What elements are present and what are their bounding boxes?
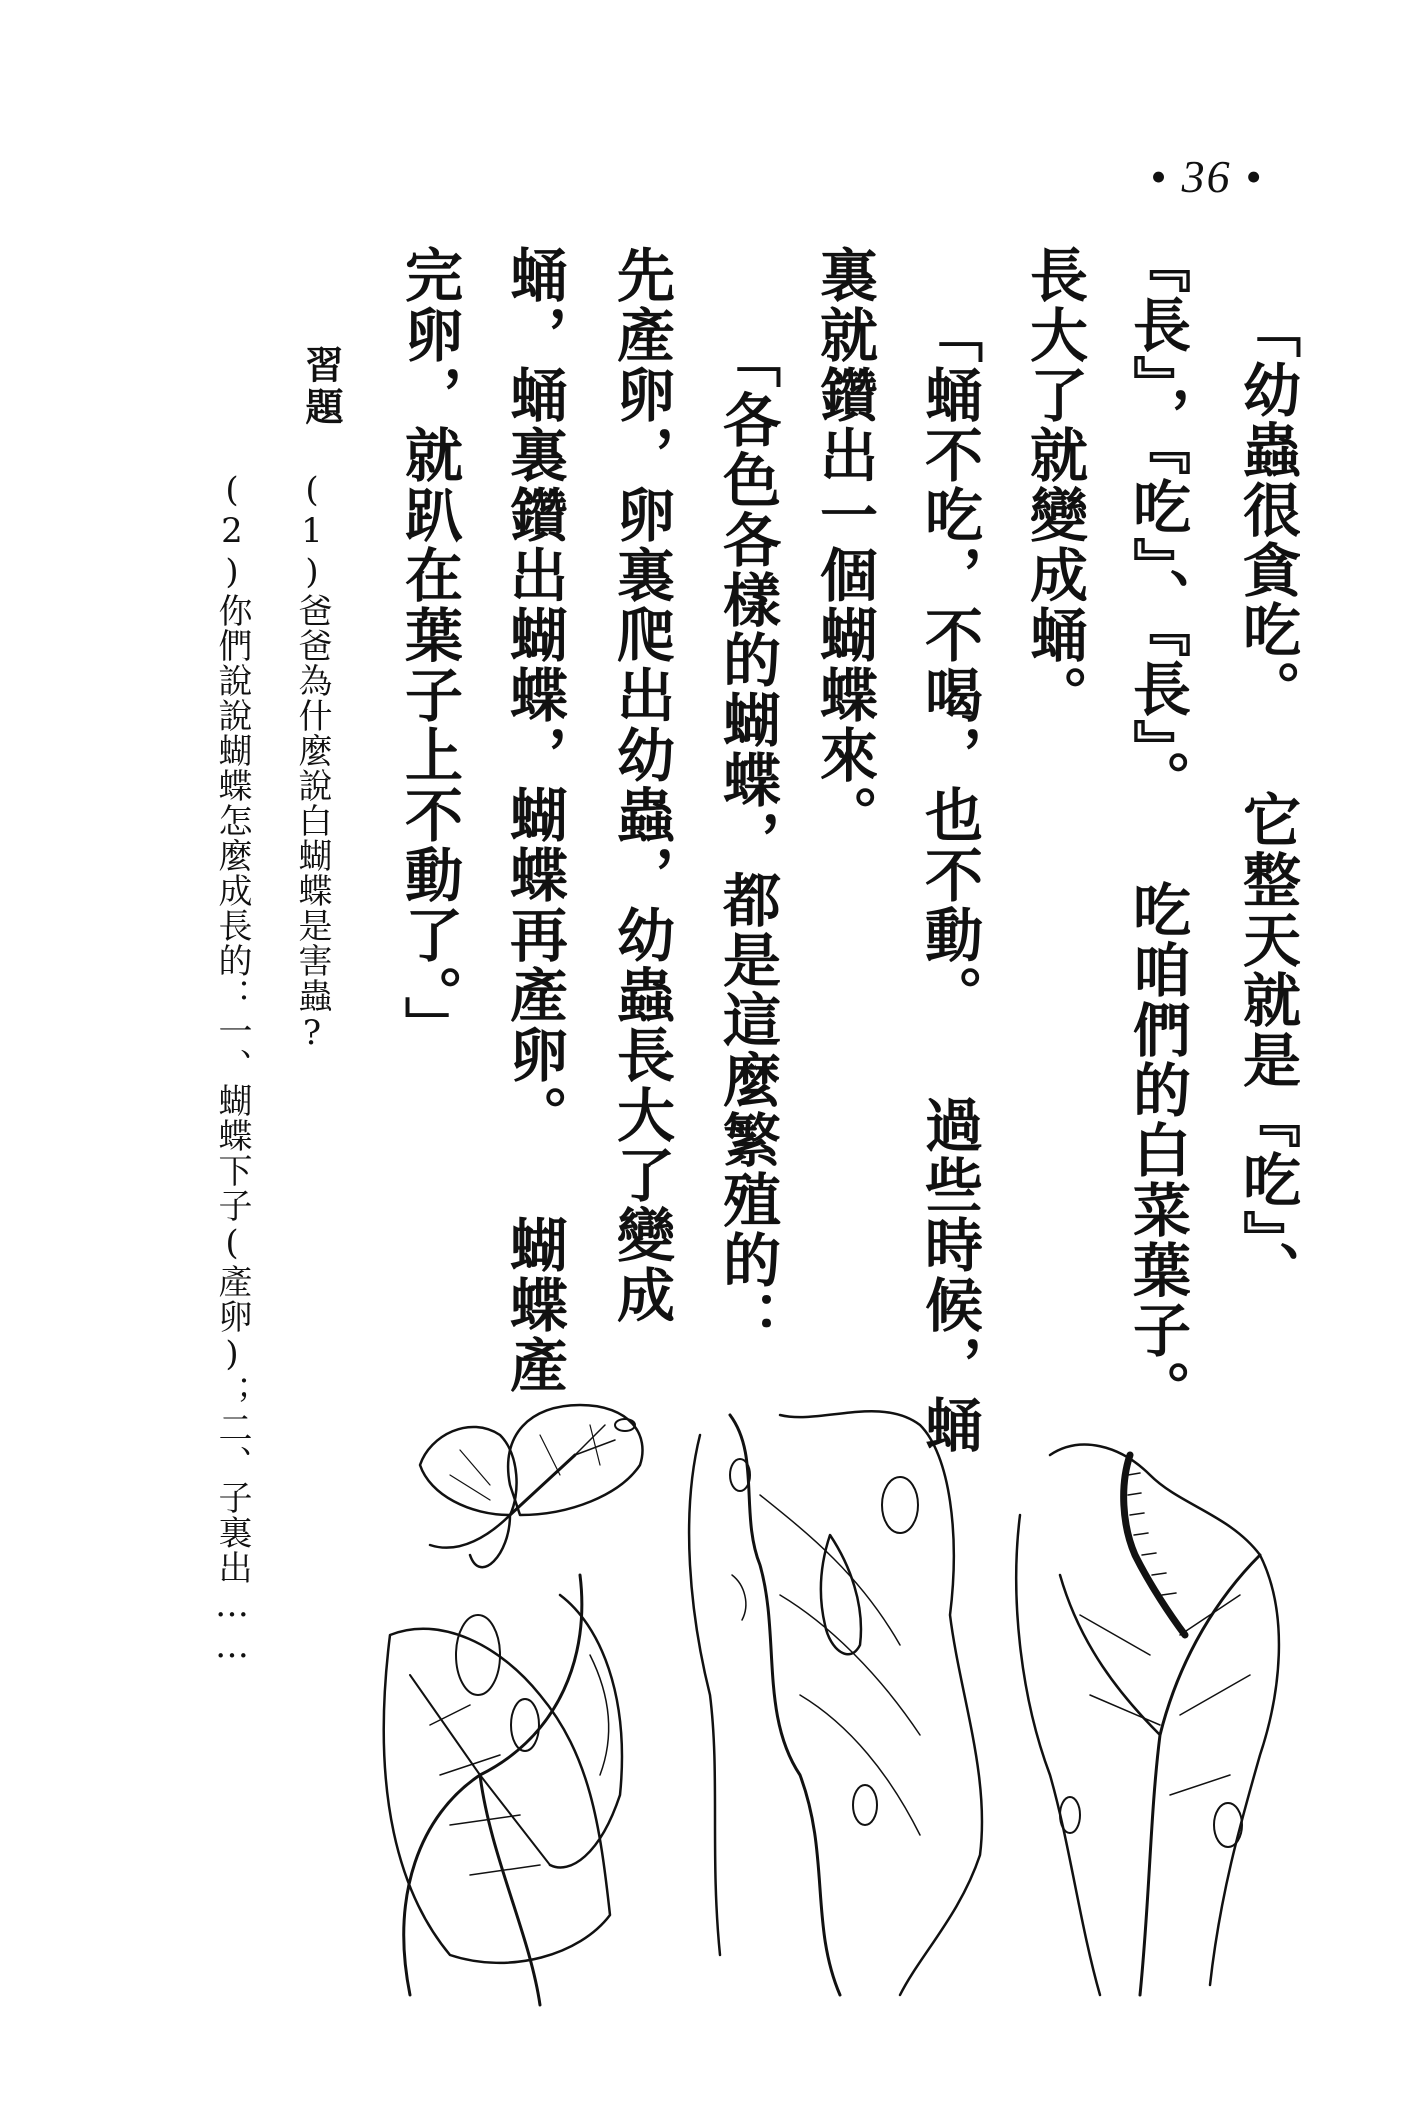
caterpillar-on-cabbage-panel — [1016, 1445, 1279, 1995]
text-column-8: 蛹，蛹裏鑽出蝴蝶，蝴蝶再產卵。 蝴蝶產 — [500, 245, 568, 1395]
text-column-2: 『長』，『吃』、『長』。 吃咱們的白菜葉子。 — [1123, 235, 1191, 1420]
butterfly-on-cabbage-panel — [384, 1405, 643, 2005]
exercises-title: 習題 — [299, 345, 344, 429]
cabbage-butterfly-illustration — [360, 1395, 1320, 2015]
text-column-3: 長大了就變成蛹。 — [1020, 245, 1088, 725]
page-number: • 36 • — [1150, 151, 1264, 202]
text-column-6: 「各色各樣的蝴蝶，都是這麼繁殖的： — [713, 330, 781, 1350]
text-column-7: 先產卵，卵裏爬出幼蟲，幼蟲長大了變成 — [607, 245, 675, 1325]
cabbage-leaf-panel — [689, 1411, 982, 1995]
exercise-question-1: (1)爸爸為什麼說白蝴蝶是害蟲? — [292, 470, 332, 1054]
text-column-9: 完卵，就趴在葉子上不動了。」 — [395, 245, 463, 1056]
exercise-question-2: (2)你們說說蝴蝶怎麼成長的：一、蝴蝶下子(產卵)；二、子裏出…… — [212, 470, 252, 1667]
text-column-4: 「蛹不吃，不喝，也不動。 過些時候，蛹 — [915, 305, 983, 1455]
text-column-1: 「幼蟲很貪吃。 它整天就是『吃』、 — [1233, 300, 1301, 1301]
text-column-5: 裏就鑽出一個蝴蝶來。 — [810, 245, 878, 845]
